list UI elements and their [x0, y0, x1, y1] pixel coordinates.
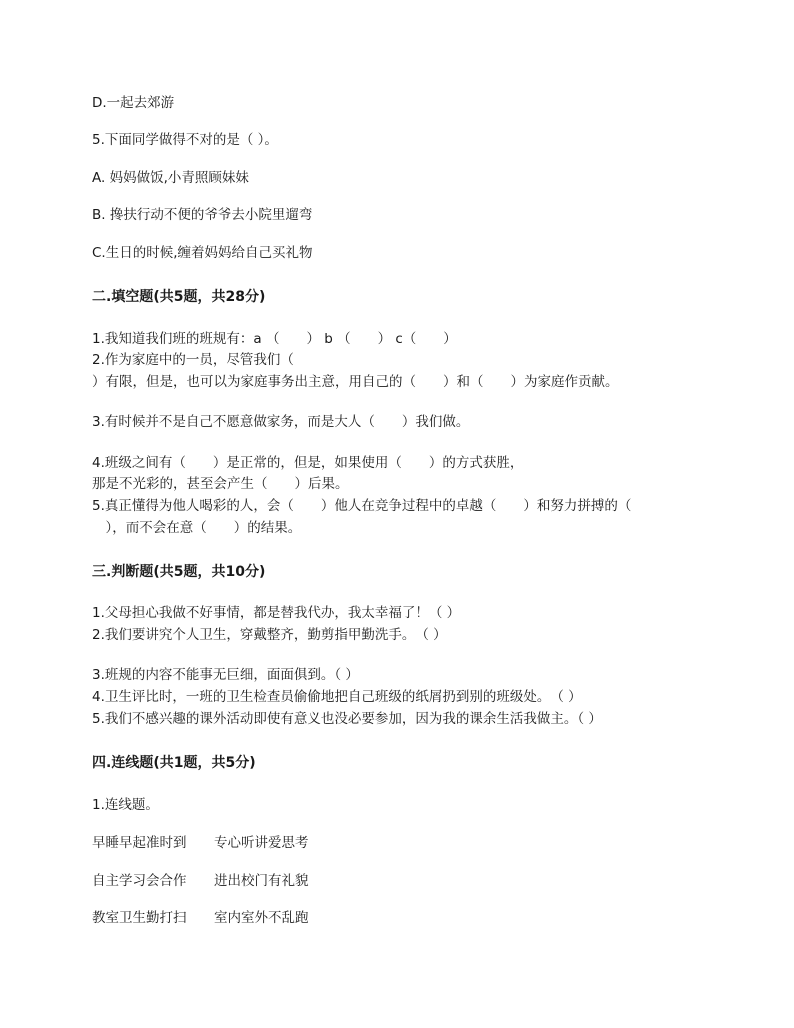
fill-blank-line-6: 那是不光彩的，甚至会产生（ ）后果。 [92, 476, 349, 492]
judge-line-5: 5.我们不感兴趣的课外活动即使有意义也没必要参加，因为我的课余生活我做主。（ ） [92, 711, 602, 727]
fill-blank-line-8: ），而不会在意（ ）的结果。 [92, 520, 302, 536]
match-right-item: 进出校门有礼貌 [214, 873, 309, 889]
judge-line-4: 4.卫生评比时，一班的卫生检查员偷偷地把自己班级的纸屑扔到别的班级处。 （ ） [92, 689, 582, 705]
matching-question: 1.连线题。 [92, 797, 159, 813]
judge-line-2: 2.我们要讲究个人卫生，穿戴整齐，勤剪指甲勤洗手。 （ ） [92, 627, 447, 643]
q5-option-c: C.生日的时候,缠着妈妈给自己买礼物 [92, 245, 313, 261]
fill-blank-line-5: 4.班级之间有（ ）是正常的，但是，如果使用（ ）的方式获胜， [92, 455, 524, 471]
section4-title: 四.连线题(共1题，共5分) [92, 755, 256, 771]
fill-blank-line-3: ）有限，但是，也可以为家庭事务出主意，用自己的（ ）和（ ）为家庭作贡献。 [92, 374, 619, 390]
match-left-item: 教室卫生勤打扫 [92, 910, 187, 926]
section3-title: 三.判断题(共5题，共10分) [92, 564, 266, 580]
q5-option-a: A. 妈妈做饭,小青照顾妹妹 [92, 170, 249, 186]
match-right-item: 专心听讲爱思考 [214, 835, 309, 851]
match-left-item: 早睡早起准时到 [92, 835, 187, 851]
fill-blank-line-2: 2.作为家庭中的一员，尽管我们（ [92, 352, 294, 368]
fill-blank-line-1: 1.我知道我们班的班规有：a （ ） b （ ） c（ ） [92, 331, 457, 347]
fill-blank-line-7: 5.真正懂得为他人喝彩的人，会（ ）他人在竞争过程中的卓越（ ）和努力拼搏的（ [92, 498, 632, 514]
q4-option-d: D.一起去郊游 [92, 95, 175, 111]
q5-option-b: B. 搀扶行动不便的爷爷去小院里遛弯 [92, 207, 313, 223]
match-right-item: 室内室外不乱跑 [214, 910, 309, 926]
judge-line-3: 3.班规的内容不能事无巨细，面面俱到。（ ） [92, 667, 359, 683]
section2-title: 二.填空题(共5题，共28分) [92, 289, 266, 305]
fill-blank-line-4: 3.有时候并不是自己不愿意做家务，而是大人（ ）我们做。 [92, 414, 470, 430]
match-left-item: 自主学习会合作 [92, 873, 187, 889]
q5-stem: 5.下面同学做得不对的是（ ）。 [92, 132, 278, 148]
judge-line-1: 1.父母担心我做不好事情，都是替我代办，我太幸福了！（ ） [92, 605, 461, 621]
